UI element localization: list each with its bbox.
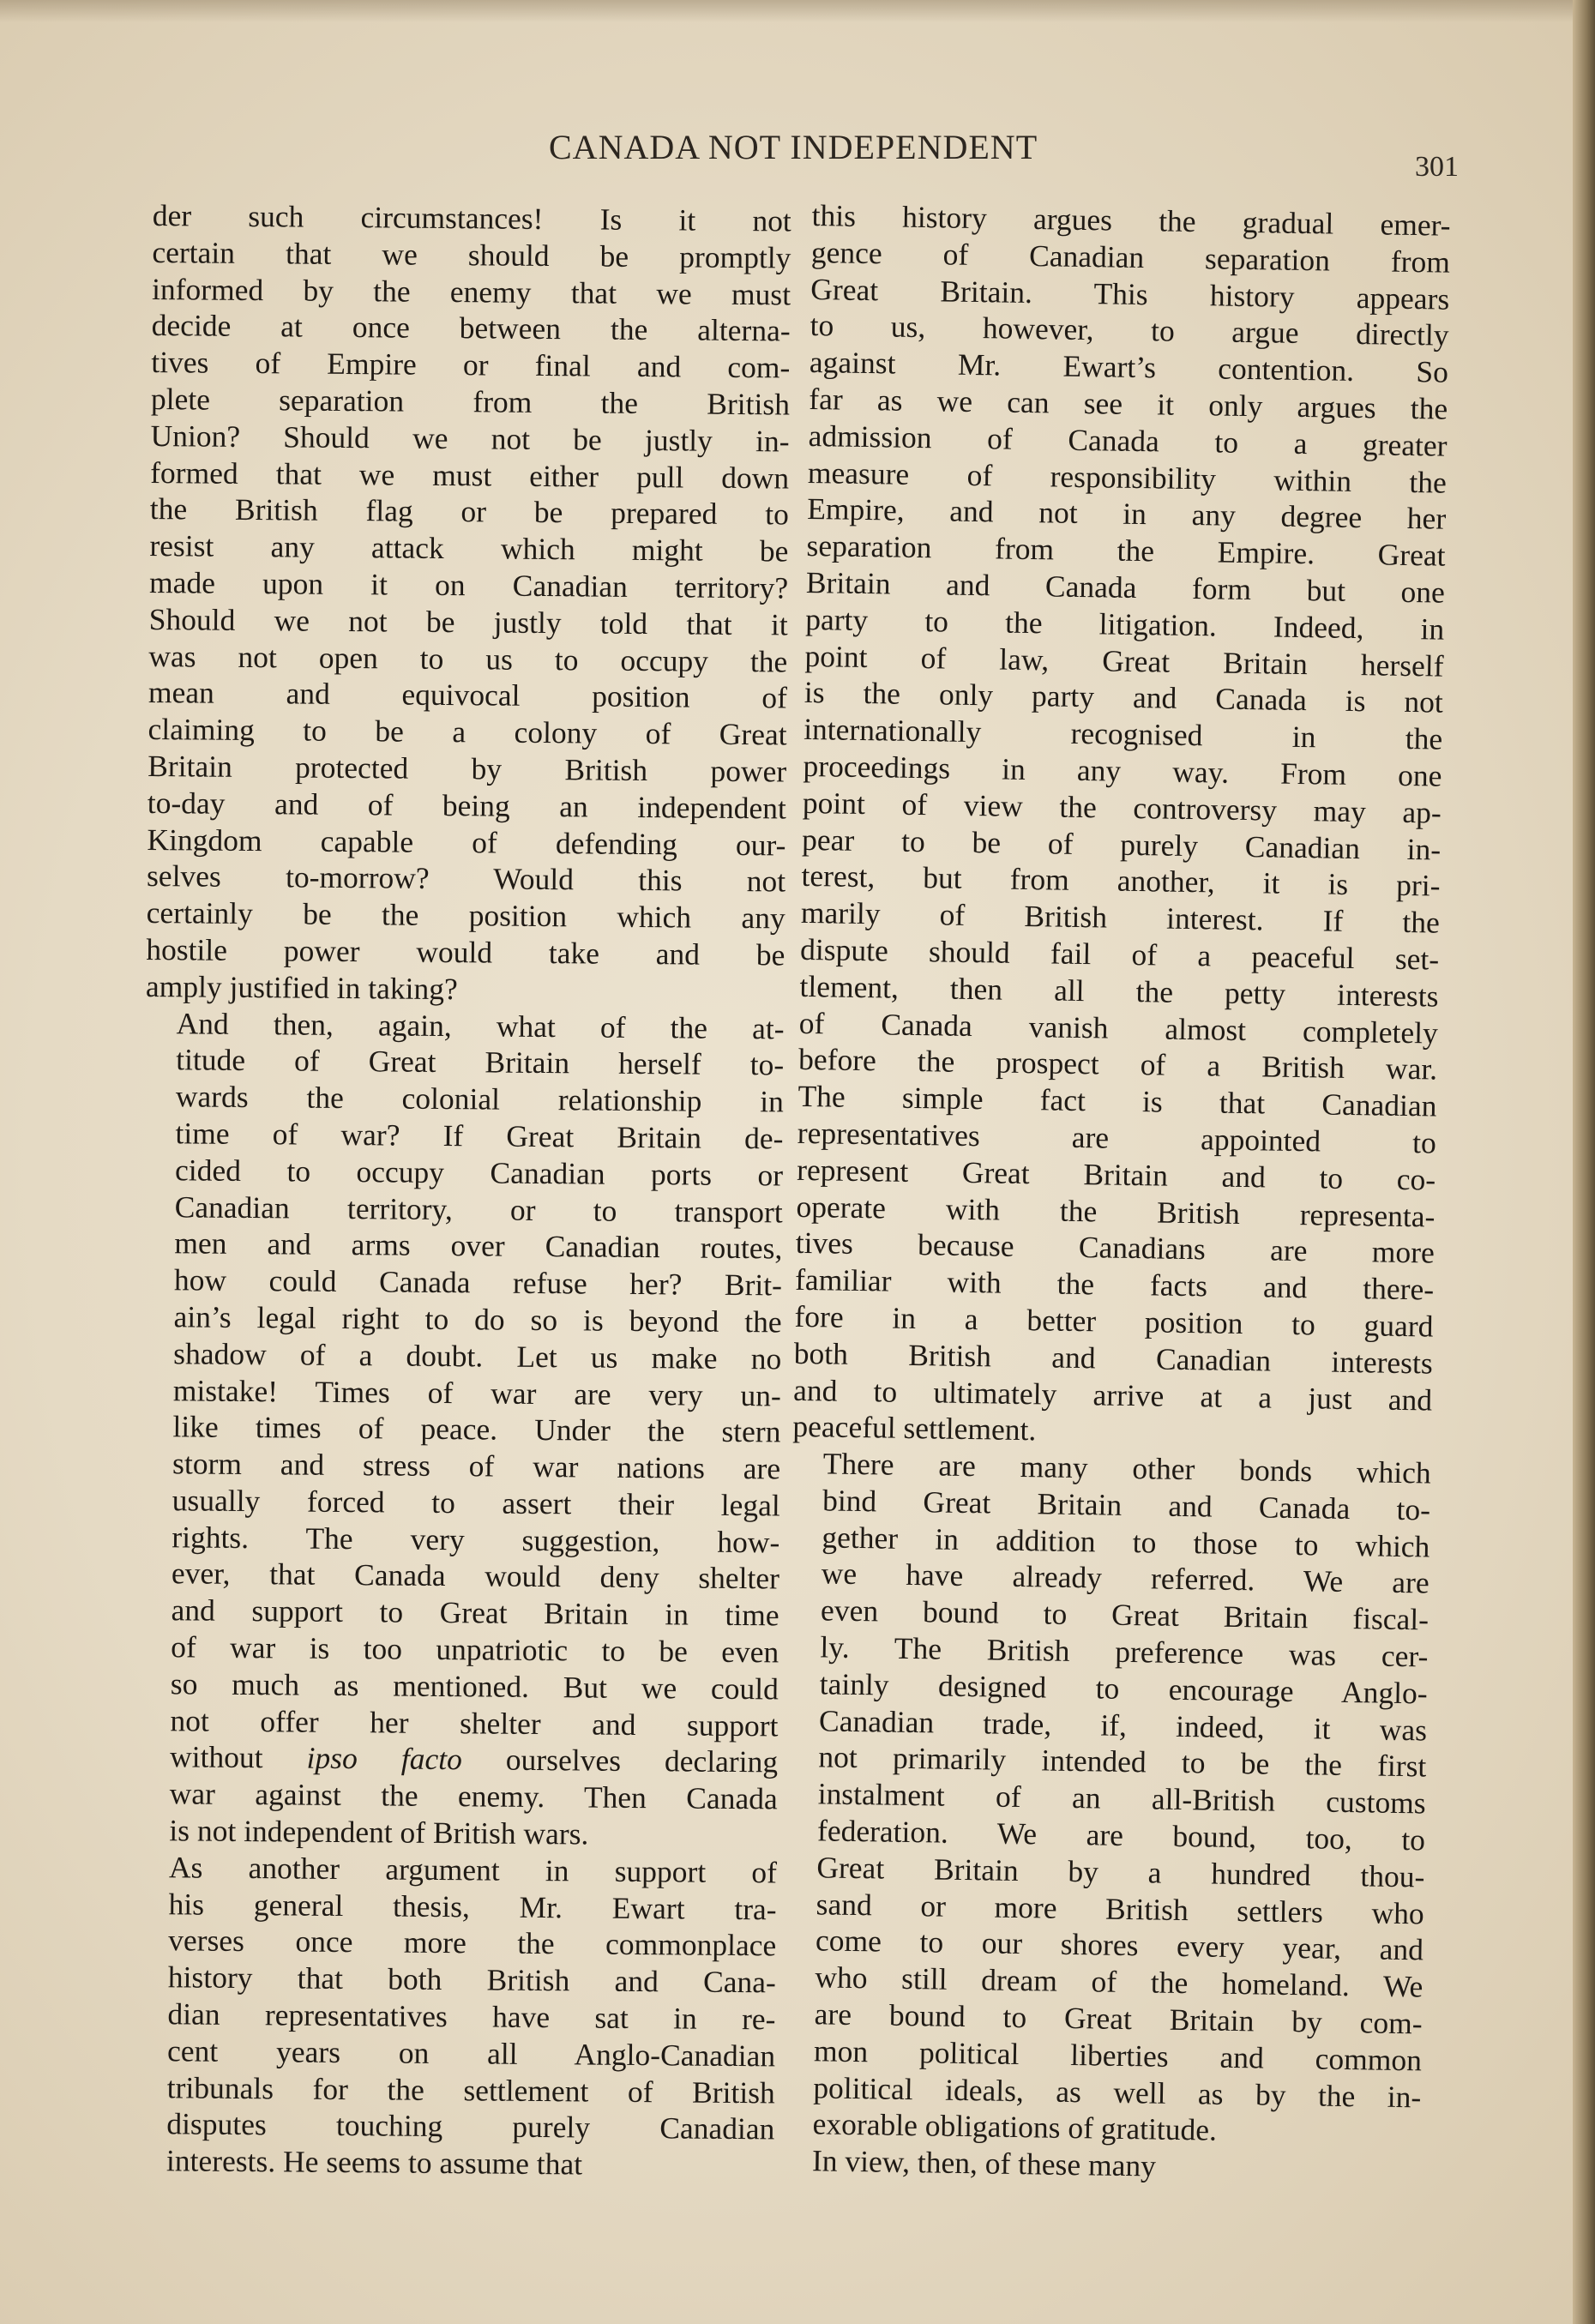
text-line: this history argues the gradual emer- xyxy=(811,197,1451,243)
text-line: disputes touching purely Canadian xyxy=(166,2106,775,2146)
text-line: The simple fact is that Canadian xyxy=(798,1078,1437,1123)
text-line: shadow of a doubt. Let us make no xyxy=(173,1335,782,1376)
text-line: Canadian trade, if, indeed, it was xyxy=(818,1703,1428,1748)
text-line: party to the litigation. Indeed, in xyxy=(804,601,1445,647)
text-line: usually forced to assert their legal xyxy=(172,1483,780,1523)
text-line: amply justified in taking? xyxy=(145,968,458,1006)
text-line: his general thesis, Mr. Ewart tra- xyxy=(168,1886,777,1927)
text-line: exorable obligations of gratitude. xyxy=(812,2106,1218,2148)
text-line: and to ultimately arrive at a just and xyxy=(792,1372,1433,1418)
text-line: resist any attack which might be xyxy=(149,528,789,569)
text-line: cided to occupy Canadian ports or xyxy=(174,1152,784,1193)
text-line: mistake! Times of war are very un- xyxy=(172,1372,782,1412)
text-line: Britain protected by British power xyxy=(147,748,787,789)
text-line: Empire, and not in any degree her xyxy=(806,491,1447,537)
text-line: ever, that Canada would deny shelter xyxy=(171,1556,780,1596)
text-line: formed that we must either pull down xyxy=(150,455,790,496)
paragraph xyxy=(792,197,1451,1455)
text-line: tlement, then all the petty interests xyxy=(799,968,1439,1014)
text-line: gether in addition to those to which xyxy=(822,1520,1430,1564)
text-line: not primarily intended to be the first xyxy=(818,1739,1427,1784)
text-line: mon political liberties and common xyxy=(813,2033,1423,2078)
text-line: so much as mentioned. But we could xyxy=(170,1666,779,1707)
text-line: the British flag or be prepared to xyxy=(149,491,789,532)
text-line: against Mr. Ewart’s contention. So xyxy=(809,345,1449,389)
text-line: verses once more the commonplace xyxy=(168,1923,777,1963)
text-line: tives of Empire or final and com- xyxy=(151,345,791,385)
text-line: are bound to Great Britain by com- xyxy=(814,1996,1423,2041)
text-line: Britain and Canada form but one xyxy=(805,564,1446,610)
text-line: bind Great Britain and Canada to- xyxy=(822,1483,1431,1527)
page-edge xyxy=(1573,0,1595,2324)
text-line: ly. The British preference was cer- xyxy=(820,1629,1429,1674)
text-line: operate with the British representa- xyxy=(796,1189,1436,1234)
text-line: As another argument in support of xyxy=(168,1850,778,1890)
text-line: was not open to us to occupy the xyxy=(148,638,788,679)
text-line: Great Britain by a hundred thou- xyxy=(816,1850,1425,1894)
text-line: war against the enemy. Then Canada xyxy=(169,1776,778,1816)
text-line: of war is too unpatriotic to be even xyxy=(171,1629,779,1670)
text-line: come to our shores every year, and xyxy=(815,1923,1424,1967)
text-line: without ipso facto ourselves declaring xyxy=(169,1739,779,1779)
text-line: Canadian territory, or to transport xyxy=(174,1189,783,1229)
text-line: claiming to be a colony of Great xyxy=(147,712,787,752)
paragraph xyxy=(781,1445,1431,2152)
text-line: There are many other bonds which xyxy=(822,1446,1432,1490)
text-line: peaceful settlement. xyxy=(792,1409,1037,1448)
text-line: terest, but from another, it is pri- xyxy=(801,858,1441,903)
text-line: selves to-morrow? Would this not xyxy=(146,858,786,899)
text-line: point of law, Great Britain herself xyxy=(804,638,1444,683)
text-line: both British and Canadian interests xyxy=(793,1335,1434,1381)
text-line: not offer her shelter and support xyxy=(170,1702,779,1743)
text-line: internationally recognised in the xyxy=(803,712,1443,756)
text-line: marily of British interest. If the xyxy=(800,895,1441,940)
text-line: decide at once between the alterna- xyxy=(151,308,791,348)
text-line: to-day and of being an independent xyxy=(147,785,786,826)
text-line: interests. He seems to assume that xyxy=(166,2143,583,2182)
text-line: admission of Canada to a greater xyxy=(808,418,1448,463)
text-line: time of war? If Great Britain de- xyxy=(175,1116,784,1156)
text-line: cent years on all Anglo-Canadian xyxy=(166,2033,776,2074)
text-line: mean and equivocal position of xyxy=(147,675,788,715)
text-line: tainly designed to encourage Anglo- xyxy=(819,1666,1429,1711)
text-line: rights. The very suggestion, how- xyxy=(172,1519,780,1560)
text-line: tribunals for the settlement of British xyxy=(166,2069,775,2110)
page-header xyxy=(0,120,1595,189)
text-line: Should we not be justly told that it xyxy=(148,601,788,642)
text-line: proceedings in any way. From one xyxy=(803,748,1442,793)
text-line: dian representatives have sat in re- xyxy=(167,1996,776,2037)
text-line: is the only party and Canada is not xyxy=(804,675,1444,719)
text-line: hostile power would take and be xyxy=(146,931,785,972)
text-line: wards the colonial relationship in xyxy=(175,1079,784,1119)
text-line: before the prospect of a British war. xyxy=(798,1042,1438,1087)
text-line: is not independent of British wars. xyxy=(169,1813,589,1851)
text-line: political ideals, as well as by the in- xyxy=(813,2069,1422,2115)
text-line: fore in a better position to guard xyxy=(794,1298,1434,1344)
text-line: ain’s legal right to do so is beyond the xyxy=(173,1299,782,1340)
page-number: 301 xyxy=(1415,151,1459,183)
text-line: tives because Canadians are more xyxy=(795,1225,1436,1270)
left-text-column xyxy=(135,197,791,2184)
text-line: represent Great Britain and to co- xyxy=(796,1152,1436,1197)
running-title: CANADA NOT INDEPENDENT xyxy=(549,128,1038,166)
text-line: far as we can see it only argues the xyxy=(808,381,1448,426)
text-line: representatives are appointed to xyxy=(797,1115,1437,1160)
text-line: dispute should fail of a peaceful set- xyxy=(799,931,1440,977)
text-line: plete separation from the British xyxy=(150,381,791,422)
text-line: gence of Canadian separation from xyxy=(810,234,1451,280)
text-line: we have already referred. We are xyxy=(821,1556,1430,1600)
text-line: storm and stress of war nations are xyxy=(172,1446,781,1486)
text-line: sand or more British settlers who xyxy=(816,1886,1424,1931)
text-line: made upon it on Canadian territory? xyxy=(148,564,789,605)
text-line: pear to be of purely Canadian in- xyxy=(801,822,1442,867)
text-line: Union? Should we not be justly in- xyxy=(150,418,790,459)
text-line: like times of peace. Under the stern xyxy=(172,1409,781,1449)
text-line: who still dream of the homeland. We xyxy=(815,1960,1423,2004)
text-line: Great Britain. This history appears xyxy=(810,271,1450,316)
text-line: history that both British and Cana- xyxy=(167,1960,777,2000)
text-line: even bound to Great Britain fiscal- xyxy=(820,1592,1429,1637)
text-line: of Canada vanish almost completely xyxy=(798,1005,1439,1051)
paragraph xyxy=(146,197,791,1010)
text-line: federation. We are bound, too, to xyxy=(816,1813,1426,1857)
text-line: der such circumstances! Is it not xyxy=(152,197,791,238)
text-line: to us, however, to argue directly xyxy=(810,308,1449,353)
page-top-shadow xyxy=(0,0,1595,22)
text-line: And then, again, what of the at- xyxy=(176,1005,785,1045)
text-line: how could Canada refuse her? Brit- xyxy=(173,1262,783,1303)
text-line: certain that we should be promptly xyxy=(152,234,791,275)
text-line: instalment of an all-British customs xyxy=(817,1776,1426,1821)
text-line: informed by the enemy that we must xyxy=(151,271,791,312)
text-line: separation from the Empire. Great xyxy=(806,528,1446,573)
text-line: and support to Great Britain in time xyxy=(171,1592,779,1633)
text-line: measure of responsibility within the xyxy=(807,455,1448,500)
paragraph xyxy=(138,1004,785,1854)
paragraph xyxy=(135,1849,777,2185)
italic-phrase: ipso facto xyxy=(306,1741,463,1777)
text-line: In view, then, of these many xyxy=(811,2143,1157,2183)
text-line: point of view the controversy may ap- xyxy=(802,785,1442,830)
text-line: titude of Great Britain herself to- xyxy=(176,1042,785,1082)
text-line: Kingdom capable of defending our- xyxy=(147,822,786,863)
text-line: men and arms over Canadian routes, xyxy=(174,1225,783,1266)
text-line: certainly be the position which any xyxy=(146,895,785,936)
text-line: familiar with the facts and there- xyxy=(794,1261,1435,1307)
right-text-column xyxy=(781,197,1451,2189)
